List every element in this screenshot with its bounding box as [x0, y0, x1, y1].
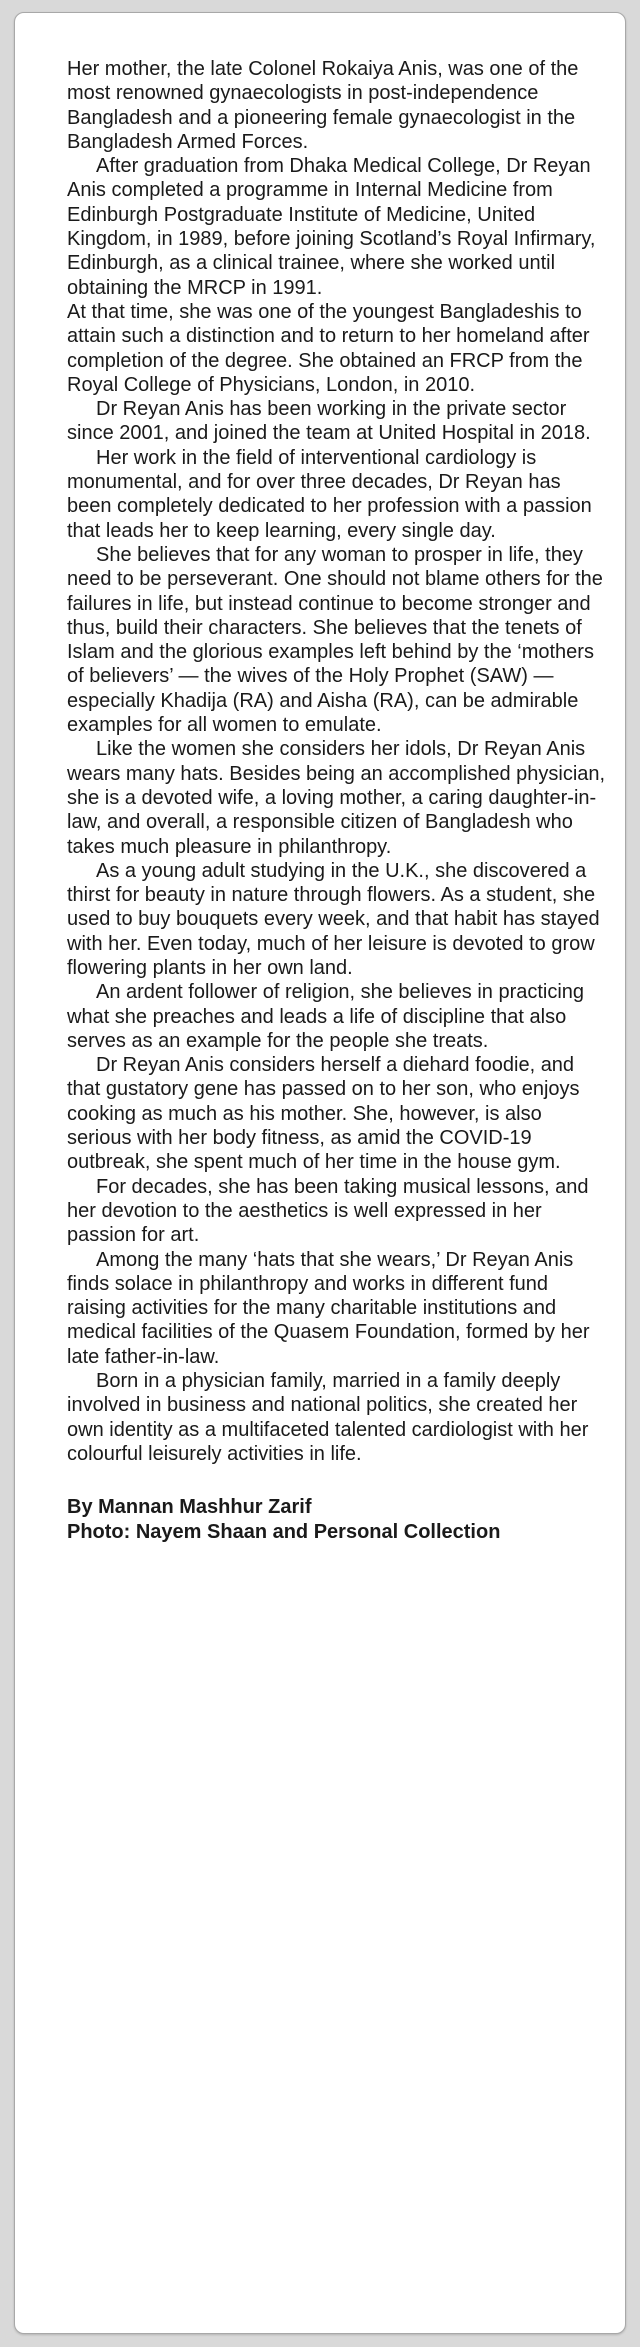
- article-paragraph: As a young adult studying in the U.K., she discovered a thirst for beauty in nature through flowers. As a student, she used to buy bouquets every week, and that habit has stayed with her. Even today, much of her leisure is devoted to grow flowering plants in her own land.: [67, 859, 600, 979]
- article-paragraph: She believes that for any woman to prosper in life, they need to be perseverant. One should not blame others for the failures in life, but instead continue to become stronger and thus, build their characters. She believes that the tenets of Islam and the glorious examples left behind by the ‘mothers of believers’ — the wives of the Holy Prophet (SAW) — especially Khadija (RA) and Aisha (RA), can be admirable examples for all women to emulate.: [67, 543, 603, 737]
- article-card: [14, 12, 626, 2334]
- article-paragraph: After graduation from Dhaka Medical College, Dr Reyan Anis completed a programme in Internal Medicine from Edinburgh Postgraduate Institute of Medicine, United Kingdom, in 1989, before joining Scotland’s Royal Infirmary, Edinburgh, as a clinical trainee, where she worked until obtaining the MRCP in 1991.: [67, 155, 596, 299]
- article-paragraph: Among the many ‘hats that she wears,’ Dr Reyan Anis finds solace in philanthropy and works in different fund raising activities for the many charitable institutions and medical facilities of the Quasem Foundation, formed by her late father-in-law.: [67, 1248, 590, 1368]
- article-paragraph: Born in a physician family, married in a family deeply involved in business and national politics, she created her own identity as a multifaceted talented cardiologist with her colourful leisurely activities in life.: [67, 1370, 589, 1465]
- article-paragraph: Dr Reyan Anis has been working in the private sector since 2001, and joined the team at United Hospital in 2018.: [67, 398, 591, 445]
- article-paragraph: Her mother, the late Colonel Rokaiya Anis, was one of the most renowned gynaecologists in post-independence Bangladesh and a pioneering female gynaecologist in the Bangladesh Armed Forces.: [67, 58, 579, 153]
- photo-credit: Photo: Nayem Shaan and Personal Collection: [67, 1520, 501, 1543]
- article-paragraph: Like the women she considers her idols, Dr Reyan Anis wears many hats. Besides being an accomplished physician, she is a devoted wife, a loving mother, a caring daughter-in-law, and overall, a responsible citizen of Bangladesh who takes much pleasure in philanthropy.: [67, 738, 606, 858]
- article-credits: [67, 1495, 607, 1544]
- article-paragraph: For decades, she has been taking musical lessons, and her devotion to the aesthetics is well expressed in her passion for art.: [67, 1175, 589, 1247]
- author-byline: By Mannan Mashhur Zarif: [67, 1496, 312, 1519]
- article-paragraph: Dr Reyan Anis considers herself a diehard foodie, and that gustatory gene has passed on to her son, who enjoys cooking as much as his mother. She, however, is also serious with her body fitness, as amid the COVID-19 outbreak, she spent much of her time in the house gym.: [67, 1054, 580, 1174]
- article-paragraph: An ardent follower of religion, she believes in practicing what she preaches and leads a life of discipline that also serves as an example for the people she treats.: [67, 981, 585, 1052]
- article-paragraph: At that time, she was one of the youngest Bangladeshis to attain such a distinction and to return to her homeland after completion of the degree. She obtained an FRCP from the Royal College of Physicians, London, in 2010.: [67, 300, 590, 396]
- article-paragraph: Her work in the field of interventional cardiology is monumental, and for over three decades, Dr Reyan has been completely dedicated to her profession with a passion that leads her to keep learning, every single day.: [67, 446, 592, 542]
- article-body: [67, 57, 607, 1544]
